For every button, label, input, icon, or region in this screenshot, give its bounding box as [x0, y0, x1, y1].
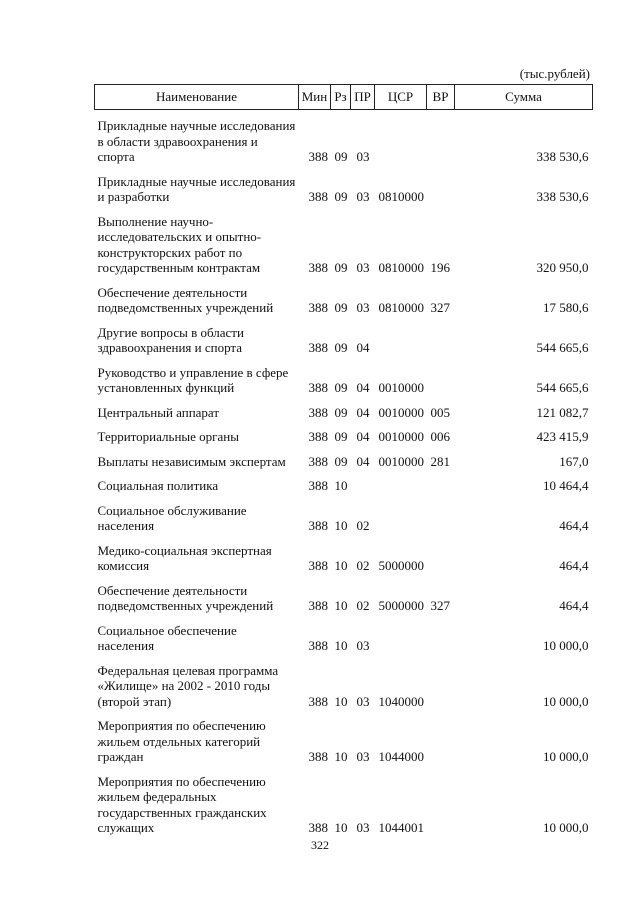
table-row	[95, 422, 593, 447]
cell-sum: 10 000,0	[543, 820, 589, 835]
cell-name: Руководство и управление в сфере установленных функций	[97, 364, 289, 395]
cell-min: 388	[308, 558, 328, 573]
cell-sum: 167,0	[559, 453, 589, 469]
cell-rz: 09	[334, 149, 348, 164]
cell-pr: 02	[356, 598, 370, 613]
cell-name: Медико-социальная экспертная комиссия	[97, 542, 272, 573]
cell-sum: 320 950,0	[536, 260, 589, 275]
cell-min: 388	[308, 149, 328, 164]
cell-csr: 1040000	[378, 693, 424, 709]
cell-vr	[427, 167, 455, 207]
cell-vr: 005	[430, 404, 450, 420]
cell-pr: 03	[356, 693, 370, 709]
cell-csr: 0010000	[378, 404, 424, 420]
cell-pr: 03	[356, 300, 370, 315]
cell-vr	[427, 656, 455, 712]
header-sum: Сумма	[455, 85, 593, 110]
cell-name: Мероприятия по обеспечению жильем федеральных государственных гражданских служащих	[97, 773, 267, 835]
cell-sum: 10 464,4	[543, 478, 589, 493]
cell-pr: 03	[356, 749, 370, 764]
cell-vr	[427, 536, 455, 576]
cell-min: 388	[308, 749, 328, 764]
cell-min: 388	[308, 518, 328, 533]
cell-sum: 464,4	[559, 558, 589, 573]
cell-sum: 423 415,9	[536, 429, 589, 444]
page-number: 322	[311, 838, 329, 852]
table-row	[95, 536, 593, 576]
budget-table	[94, 84, 593, 838]
table-header	[95, 85, 593, 110]
cell-name: Прикладные научные исследования в области здравоохранения и спорта	[97, 118, 296, 164]
cell-vr	[427, 110, 455, 167]
cell-rz: 09	[334, 429, 348, 444]
cell-name: Федеральная целевая программа «Жилище» на 2002 - 2010 годы (второй этап)	[97, 662, 279, 709]
cell-vr	[427, 767, 455, 838]
table-row	[95, 471, 593, 496]
cell-min: 388	[308, 820, 328, 835]
table-row	[95, 207, 593, 278]
cell-csr: 1044000	[378, 749, 424, 764]
header-pr: ПР	[351, 85, 375, 110]
cell-rz: 10	[334, 820, 348, 835]
cell-name: Центральный аппарат	[97, 404, 220, 420]
cell-min: 388	[308, 340, 328, 355]
cell-rz: 10	[334, 478, 348, 493]
table-row	[95, 616, 593, 656]
cell-rz: 09	[334, 189, 348, 204]
cell-csr: 0810000	[378, 300, 424, 315]
cell-sum: 338 530,6	[536, 189, 589, 204]
units-label: (тыс.рублей)	[519, 66, 590, 81]
cell-name: Социальная политика	[97, 478, 219, 493]
table-row	[95, 447, 593, 472]
cell-pr: 04	[356, 340, 370, 355]
cell-csr: 0810000	[378, 189, 424, 204]
cell-name: Территориальные органы	[97, 429, 239, 444]
table-row	[95, 496, 593, 536]
table-row	[95, 278, 593, 318]
cell-csr: 1044001	[378, 820, 424, 835]
cell-min: 388	[308, 693, 328, 709]
table-row	[95, 398, 593, 423]
cell-rz: 09	[334, 380, 348, 395]
cell-pr: 04	[356, 380, 370, 395]
cell-min: 388	[308, 638, 328, 653]
cell-name: Обеспечение деятельности подведомственных учреждений	[97, 582, 274, 613]
cell-vr: 196	[430, 260, 450, 275]
cell-name: Обеспечение деятельности подведомственных учреждений	[97, 284, 274, 315]
cell-pr: 03	[356, 638, 370, 653]
cell-csr: 5000000	[378, 558, 424, 573]
table-row	[95, 767, 593, 838]
header-name: Наименование	[95, 85, 299, 110]
cell-csr: 0010000	[378, 380, 424, 395]
cell-vr	[427, 358, 455, 398]
cell-vr	[427, 711, 455, 767]
cell-csr: 0010000	[378, 429, 424, 444]
cell-sum: 544 665,6	[536, 380, 589, 395]
cell-pr: 02	[356, 518, 370, 533]
cell-min: 388	[308, 478, 328, 493]
cell-min: 388	[308, 404, 328, 420]
cell-pr: 04	[356, 429, 370, 444]
header-rz: Рз	[331, 85, 351, 110]
cell-name: Выполнение научно-исследовательских и опытно-конструкторских работ по государственным контрактам	[97, 213, 262, 275]
cell-rz: 09	[334, 260, 348, 275]
cell-pr: 03	[356, 149, 370, 164]
table-row	[95, 167, 593, 207]
cell-csr	[375, 496, 427, 536]
cell-pr: 03	[356, 820, 370, 835]
cell-sum: 464,4	[559, 518, 589, 533]
table-row	[95, 711, 593, 767]
header-csr: ЦСР	[375, 85, 427, 110]
cell-rz: 09	[334, 404, 348, 420]
cell-vr: 327	[430, 300, 450, 315]
cell-min: 388	[308, 429, 328, 444]
table-row	[95, 656, 593, 712]
cell-pr: 02	[356, 558, 370, 573]
cell-min: 388	[308, 453, 328, 469]
cell-csr: 0010000	[378, 453, 424, 469]
cell-sum: 121 082,7	[536, 404, 589, 420]
header-min: Мин	[299, 85, 331, 110]
cell-name: Выплаты независимым экспертам	[97, 453, 286, 469]
cell-sum: 10 000,0	[543, 638, 589, 653]
cell-vr	[427, 471, 455, 496]
cell-min: 388	[308, 300, 328, 315]
cell-vr: 281	[430, 453, 450, 469]
table-row	[95, 576, 593, 616]
cell-rz: 10	[334, 638, 348, 653]
cell-vr: 006	[430, 429, 450, 444]
cell-csr	[375, 110, 427, 167]
cell-sum: 17 580,6	[543, 300, 589, 315]
cell-rz: 10	[334, 749, 348, 764]
cell-name: Другие вопросы в области здравоохранения и спорта	[97, 324, 244, 355]
cell-csr	[375, 471, 427, 496]
cell-sum: 10 000,0	[543, 693, 589, 709]
cell-vr	[427, 616, 455, 656]
cell-min: 388	[308, 189, 328, 204]
table-row	[95, 358, 593, 398]
table-body	[95, 110, 593, 838]
cell-csr: 5000000	[378, 598, 424, 613]
cell-name: Мероприятия по обеспечению жильем отдельных категорий граждан	[97, 718, 266, 764]
cell-vr	[427, 318, 455, 358]
cell-rz: 10	[334, 598, 348, 613]
cell-csr	[375, 318, 427, 358]
cell-rz: 10	[334, 693, 348, 709]
cell-min: 388	[308, 598, 328, 613]
cell-name: Прикладные научные исследования и разработки	[97, 173, 296, 204]
cell-pr: 04	[356, 453, 370, 469]
cell-pr: 03	[356, 260, 370, 275]
header-vr: ВР	[427, 85, 455, 110]
cell-sum: 10 000,0	[543, 749, 589, 764]
cell-sum: 464,4	[559, 598, 589, 613]
cell-pr	[351, 471, 375, 496]
cell-min: 388	[308, 380, 328, 395]
cell-vr: 327	[430, 598, 450, 613]
cell-csr: 0810000	[378, 260, 424, 275]
cell-rz: 09	[334, 340, 348, 355]
cell-vr	[427, 496, 455, 536]
cell-rz: 09	[334, 300, 348, 315]
cell-name: Социальное обеспечение населения	[97, 622, 237, 653]
cell-name: Социальное обслуживание населения	[97, 502, 247, 533]
cell-rz: 10	[334, 558, 348, 573]
table-row	[95, 318, 593, 358]
cell-csr	[375, 616, 427, 656]
cell-sum: 544 665,6	[536, 340, 589, 355]
cell-min: 388	[308, 260, 328, 275]
cell-pr: 03	[356, 189, 370, 204]
cell-rz: 10	[334, 518, 348, 533]
table-row	[95, 110, 593, 167]
cell-sum: 338 530,6	[536, 149, 589, 164]
cell-pr: 04	[356, 404, 370, 420]
cell-rz: 09	[334, 453, 348, 469]
